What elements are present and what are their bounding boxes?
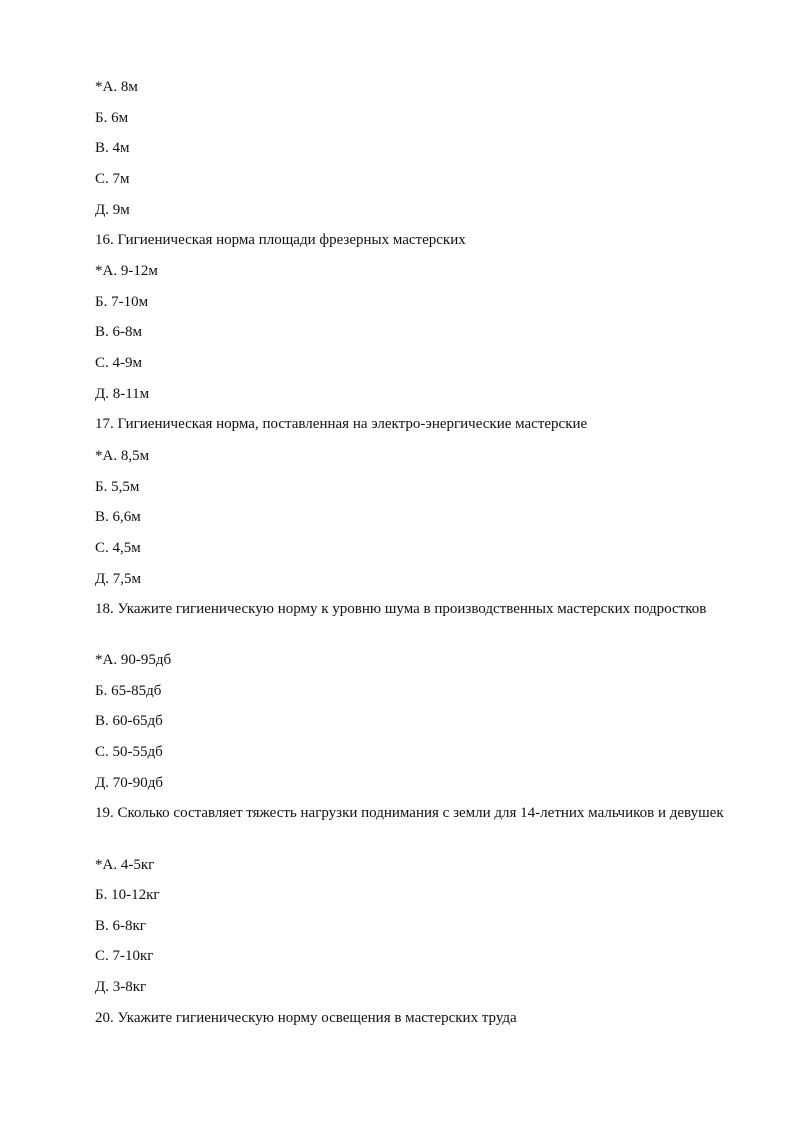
answer-option: В. 6,6м xyxy=(95,509,141,525)
question-text: 19. Сколько составляет тяжесть нагрузки поднимания с земли для 14-летних мальчиков и девушек xyxy=(95,805,724,821)
answer-option: С. 50-55дб xyxy=(95,744,163,760)
answer-option: С. 4,5м xyxy=(95,540,141,556)
answer-option: С. 7м xyxy=(95,171,130,187)
answer-option: Д. 70-90дб xyxy=(95,775,163,791)
answer-option: В. 4м xyxy=(95,140,130,156)
answer-option: Б. 6м xyxy=(95,110,129,126)
answer-option: Д. 3-8кг xyxy=(95,979,147,995)
answer-option: Д. 7,5м xyxy=(95,571,141,587)
question-text: 16. Гигиеническая норма площади фрезерных мастерских xyxy=(95,232,466,248)
question-text: 17. Гигиеническая норма, поставленная на электро-энергические мастерские xyxy=(95,416,588,432)
answer-option: Б. 10-12кг xyxy=(95,887,160,903)
answer-option: С. 4-9м xyxy=(95,355,142,371)
question-text: 18. Укажите гигиеническую норму к уровню шума в производственных мастерских подростков xyxy=(95,601,707,617)
answer-option: *А. 8м xyxy=(95,79,138,95)
answer-option: В. 60-65дб xyxy=(95,713,163,729)
answer-option: *А. 8,5м xyxy=(95,448,150,464)
answer-option: *А. 9-12м xyxy=(95,263,158,279)
answer-option: В. 6-8кг xyxy=(95,918,146,934)
question-text: 20. Укажите гигиеническую норму освещения в мастерских труда xyxy=(95,1010,517,1026)
answer-option: *А. 4-5кг xyxy=(95,857,155,873)
answer-option: Б. 65-85дб xyxy=(95,683,162,699)
answer-option: Д. 9м xyxy=(95,202,130,218)
answer-option: Д. 8-11м xyxy=(95,386,150,402)
answer-option: Б. 7-10м xyxy=(95,294,149,310)
answer-option: С. 7-10кг xyxy=(95,948,154,964)
answer-option: *А. 90-95дб xyxy=(95,652,172,668)
answer-option: В. 6-8м xyxy=(95,324,142,340)
answer-option: Б. 5,5м xyxy=(95,479,140,495)
